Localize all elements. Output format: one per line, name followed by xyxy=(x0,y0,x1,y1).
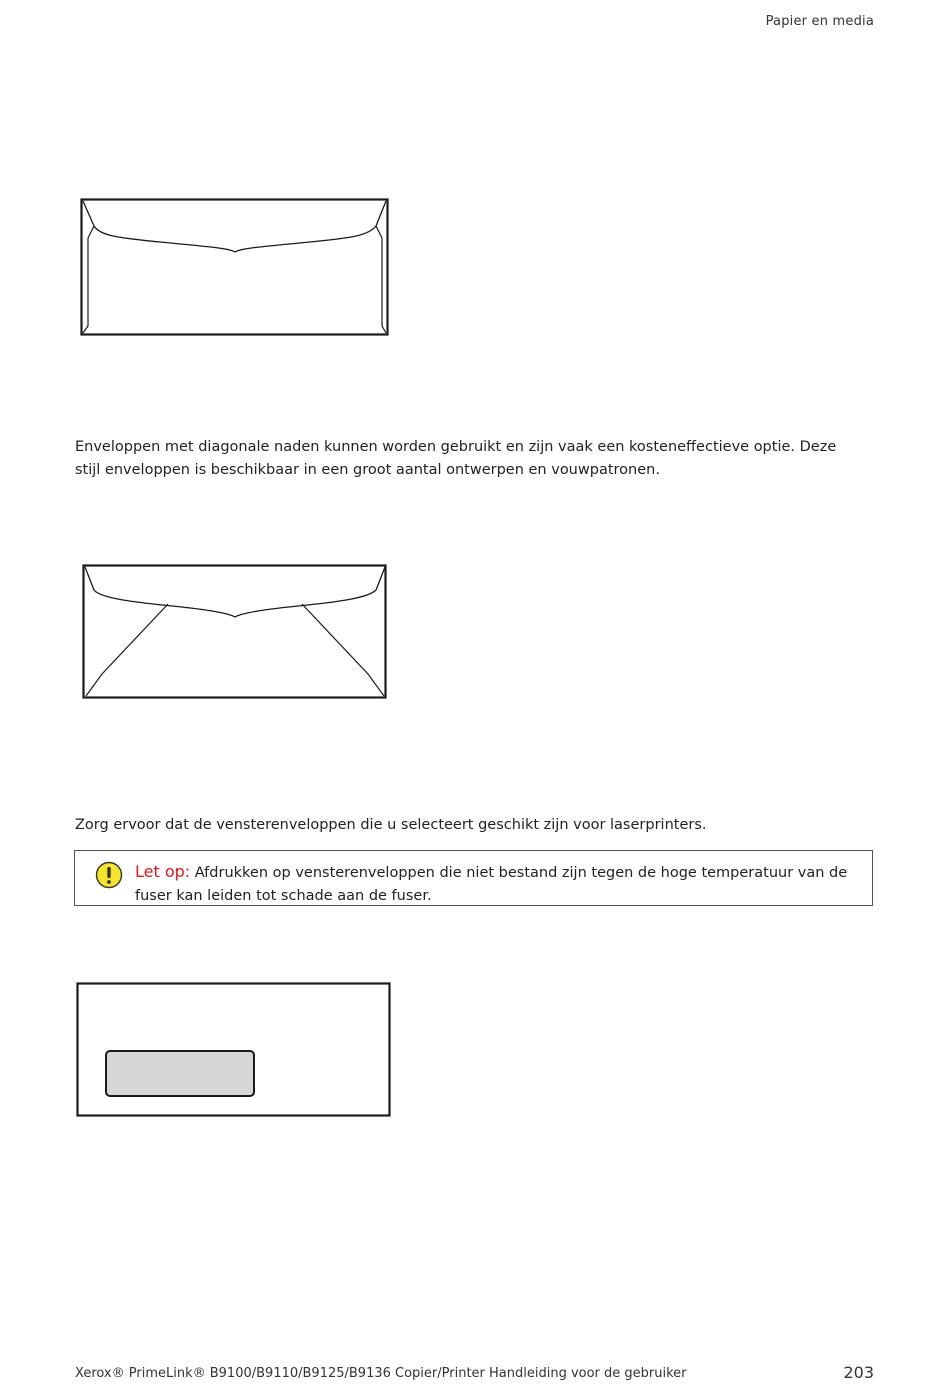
envelope-outline xyxy=(84,566,386,698)
window-envelope-illustration xyxy=(76,982,392,1118)
diagonal-seam-paragraph: Enveloppen met diagonale naden kunnen worden gebruikt en zijn vaak een kosteneffectieve optie. Deze stijl enveloppen is beschikbaar in een groot aantal ontwerpen en vouwpatronen. xyxy=(75,439,837,478)
caution-message: Afdrukken op vensterenveloppen die niet bestand zijn tegen de hoge temperatuur van de fuser kan leiden tot schade aan de fuser. xyxy=(135,865,848,904)
page-number: 203 xyxy=(843,1363,874,1382)
diagonal-seam-envelope-illustration xyxy=(82,564,388,700)
caution-icon xyxy=(95,861,123,889)
envelope-window xyxy=(106,1051,254,1096)
envelope-outline xyxy=(82,200,388,335)
caution-notice xyxy=(74,850,873,906)
running-header: Papier en media xyxy=(765,14,874,29)
window-envelope-paragraph: Zorg ervoor dat de vensterenveloppen die u selecteert geschikt zijn voor laserprinters. xyxy=(75,817,707,833)
caution-label: Let op: xyxy=(135,862,191,881)
side-seam-envelope-illustration xyxy=(80,198,390,338)
caution-text xyxy=(135,860,855,908)
footer-document-title: Xerox® PrimeLink® B9100/B9110/B9125/B9136 Copier/Printer Handleiding voor de gebruiker xyxy=(75,1366,687,1381)
